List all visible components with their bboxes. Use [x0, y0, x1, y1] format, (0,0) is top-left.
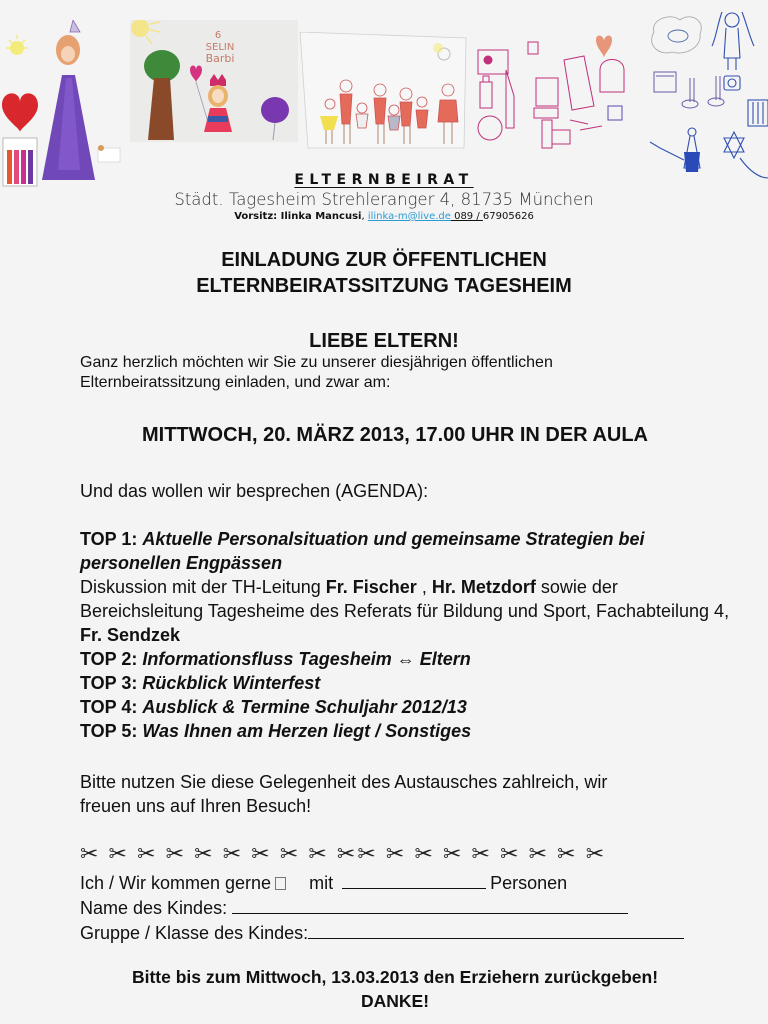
intro-text [80, 353, 553, 393]
agenda-item-1 [80, 527, 730, 575]
drawing-princess [0, 20, 130, 190]
agenda-item-label: TOP 1: [80, 529, 138, 549]
org-address: Städt. Tagesheim Strehleranger 4, 81735 München [174, 190, 594, 209]
agenda-item-title: Was Ihnen am Herzen liegt / Sonstiges [142, 721, 472, 741]
detail-text: sowie der Bereichsleitung Tagesheime des Referats für Bildung und Sport, Fachabteilung 4, [80, 577, 730, 621]
agenda-item-label: TOP 4: [80, 697, 138, 717]
detail-text: Diskussion mit der TH-Leitung [80, 577, 326, 597]
drawing-pink-items [472, 28, 640, 153]
reply-form [80, 870, 684, 945]
return-note [0, 965, 768, 1013]
child-name-label: Name des Kindes: [80, 898, 228, 918]
chair-phone-number: 67905626 [482, 211, 534, 222]
agenda-item-5 [80, 719, 730, 743]
closing-text [80, 770, 607, 818]
drawing-blue-sketches [640, 2, 768, 198]
group-label: Gruppe / Klasse des Kindes: [80, 923, 309, 943]
greeting: LIEBE ELTERN! [309, 330, 459, 352]
chair-sep: , [361, 211, 368, 222]
drawing-group-people [298, 32, 470, 150]
intro-line-2: Elternbeiratssitzung einladen, und zwar am: [80, 374, 391, 391]
agenda-intro: Und das wollen wir besprechen (AGENDA): [80, 481, 429, 501]
chair-name: Vorsitz: Ilinka Mancusi [234, 211, 362, 222]
agenda-item-title: Informationsfluss Tagesheim ⇔ Eltern [142, 649, 471, 669]
drawings-banner [0, 0, 768, 200]
person-name: Fr. Sendzek [80, 625, 181, 645]
agenda-item-2 [80, 647, 730, 671]
title-line-2: ELTERNBEIRATSSITZUNG TAGESHEIM [196, 275, 572, 297]
group-field[interactable] [308, 920, 684, 939]
attend-label: Ich / Wir kommen gerne [80, 873, 272, 893]
agenda-item-label: TOP 5: [80, 721, 138, 741]
agenda-item-4 [80, 695, 730, 719]
closing-line-1: Bitte nutzen Sie diese Gelegenheit des Austausches zahlreich, wir [80, 772, 608, 792]
drawing-text-age: 6 [214, 30, 222, 41]
agenda-item-1-detail [80, 575, 730, 647]
agenda-list [80, 527, 730, 743]
scissors-cut-line: ✂ ✂ ✂ ✂ ✂ ✂ ✂ ✂ ✂ ✂✂ ✂ ✂ ✂ ✂ ✂ ✂ ✂ ✂ [80, 841, 607, 866]
return-note-line-1: Bitte bis zum Mittwoch, 13.03.2013 den Erziehern zurückgeben! [131, 967, 659, 987]
detail-text: , [416, 577, 432, 597]
persons-count-field[interactable] [342, 870, 486, 889]
attend-with-label: mit [309, 873, 334, 893]
meeting-date: MITTWOCH, 20. MÄRZ 2013, 17.00 UHR IN DER AULA [141, 424, 648, 446]
intro-line-1: Ganz herzlich möchten wir Sie zu unserer diesjährigen öffentlichen [80, 354, 553, 371]
attend-checkbox[interactable] [275, 877, 286, 890]
drawing-text-name: SELIN [205, 42, 235, 53]
drawing-text-barbi: Barbi [205, 52, 235, 65]
chair-phone-prefix: 089 / [450, 211, 483, 222]
chair-contact [0, 211, 768, 222]
org-name: ELTERNBEIRAT [294, 172, 474, 188]
group-row [80, 920, 684, 945]
child-name-row [80, 895, 684, 920]
agenda-item-label: TOP 3: [80, 673, 138, 693]
drawing-selin-barbi [130, 20, 298, 142]
attendance-row [80, 870, 684, 895]
person-name: Hr. Metzdorf [431, 577, 536, 597]
persons-label: Personen [490, 873, 568, 893]
closing-line-2: freuen uns auf Ihren Besuch! [80, 796, 312, 816]
agenda-item-3 [80, 671, 730, 695]
person-name: Fr. Fischer [325, 577, 417, 597]
agenda-item-label: TOP 2: [80, 649, 138, 669]
agenda-item-title: Aktuelle Personalsituation und gemeinsame Strategien bei personellen Engpässen [80, 529, 645, 573]
chair-email-link[interactable]: ilinka-m@live.de [367, 211, 451, 222]
child-name-field[interactable] [232, 895, 628, 914]
page-title [0, 247, 768, 299]
title-line-1: EINLADUNG ZUR ÖFFENTLICHEN [221, 249, 547, 271]
agenda-item-title: Rückblick Winterfest [142, 673, 321, 693]
return-note-thanks: DANKE! [360, 991, 430, 1011]
agenda-item-title: Ausblick & Termine Schuljahr 2012/13 [142, 697, 467, 717]
